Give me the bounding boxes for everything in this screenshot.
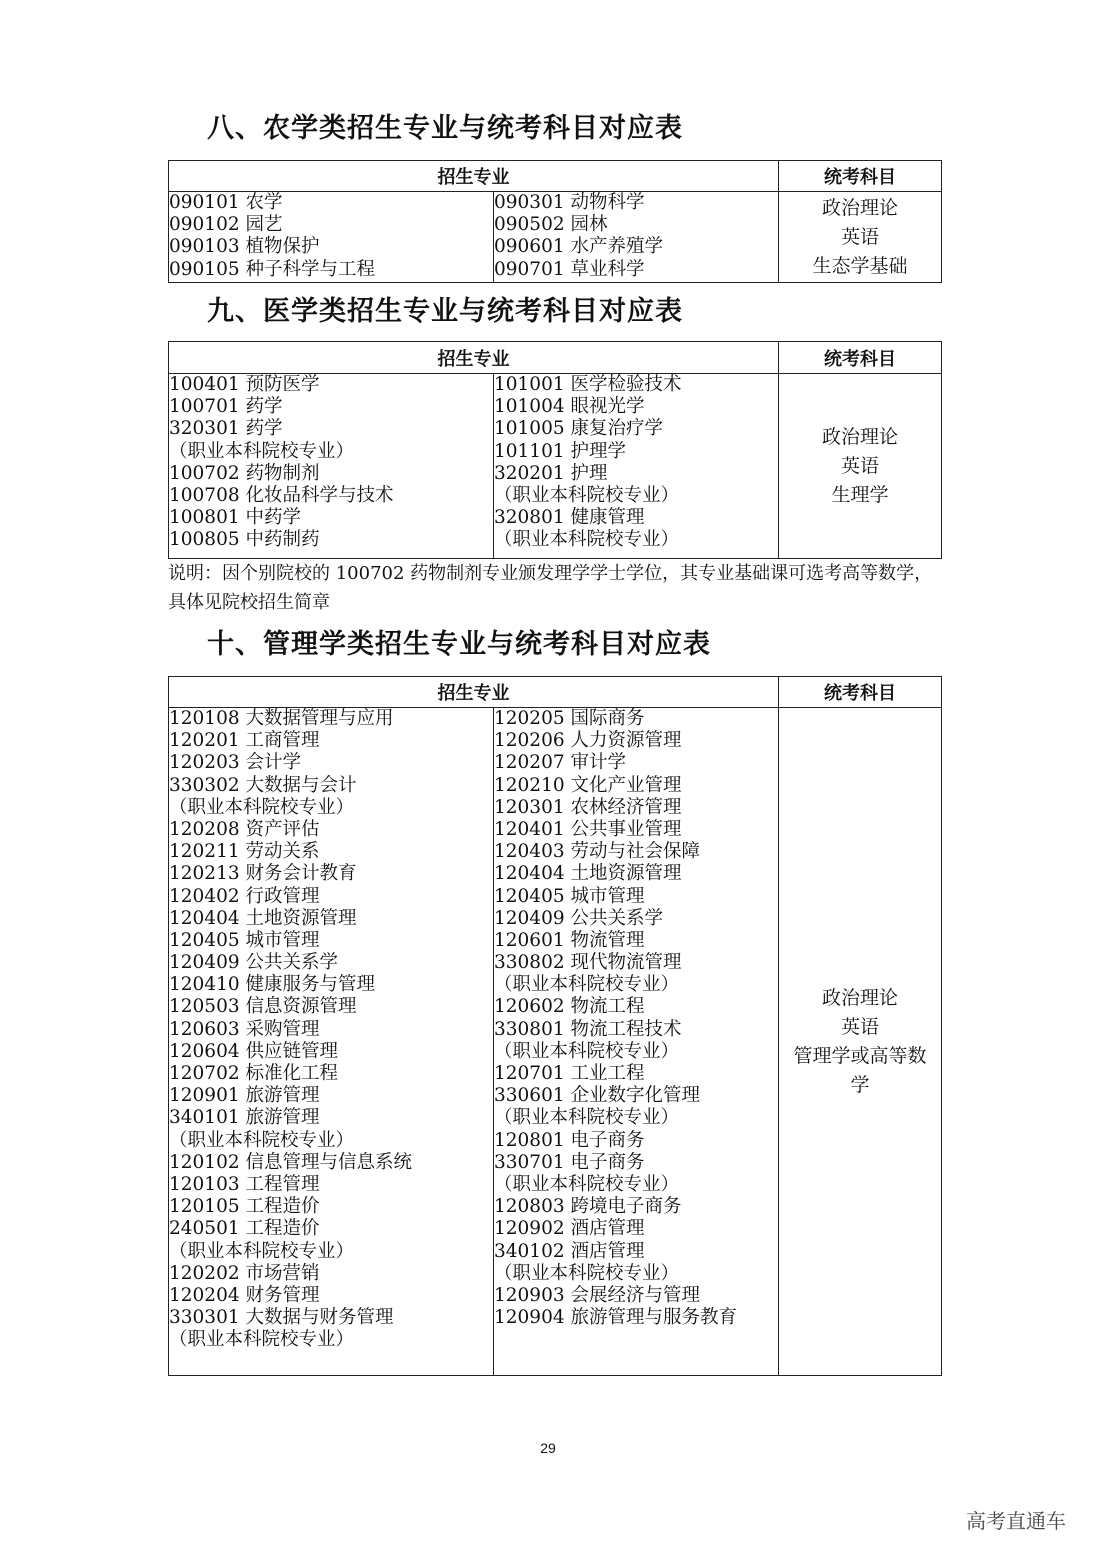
- major-item: 120211 劳动关系: [169, 841, 320, 863]
- major-item: （职业本科院校专业）: [169, 440, 355, 462]
- major-item: 090601 水产养殖学: [494, 236, 664, 258]
- major-item: （职业本科院校专业）: [494, 1173, 680, 1195]
- subject-list: [779, 374, 942, 559]
- major-item: 090105 种子科学与工程: [169, 258, 376, 280]
- major-item: 120402 行政管理: [169, 885, 320, 907]
- major-item: 120204 财务管理: [169, 1284, 320, 1306]
- major-list-right: [494, 708, 779, 1376]
- major-item: 120503 信息资源管理: [169, 996, 357, 1018]
- major-list-right: [494, 374, 779, 559]
- subject-list: [779, 708, 942, 1376]
- subject-item: 管理学或高等数: [793, 1044, 927, 1067]
- major-item: 120904 旅游管理与服务教育: [494, 1307, 738, 1329]
- major-item: 120205 国际商务: [494, 708, 645, 729]
- major-table: [168, 341, 942, 559]
- major-item: 340102 酒店管理: [494, 1240, 645, 1262]
- major-item: （职业本科院校专业）: [494, 1040, 680, 1062]
- major-item: 320301 药学: [169, 418, 283, 440]
- major-item: 120103 工程管理: [169, 1173, 320, 1195]
- header-major: 招生专业: [169, 342, 779, 374]
- major-item: 330301 大数据与财务管理: [169, 1307, 394, 1329]
- header-major: 招生专业: [169, 677, 779, 708]
- major-item: 330601 企业数字化管理: [494, 1085, 701, 1107]
- major-item: 120208 资产评估: [169, 818, 320, 840]
- major-item: 120702 标准化工程: [169, 1063, 339, 1084]
- major-item: 120602 物流工程: [494, 996, 645, 1018]
- major-item: 120701 工业工程: [494, 1063, 645, 1084]
- subject-item: 政治理论: [821, 986, 898, 1009]
- major-item: 120901 旅游管理: [169, 1085, 320, 1107]
- header-subject: 统考科目: [779, 161, 942, 192]
- major-item: 120210 文化产业管理: [494, 774, 682, 796]
- major-item: 101005 康复治疗学: [494, 418, 664, 440]
- major-item: 340101 旅游管理: [169, 1107, 320, 1129]
- major-item: 101101 护理学: [494, 440, 627, 462]
- major-item: 090103 植物保护: [169, 236, 320, 258]
- major-item: 120401 公共事业管理: [494, 818, 682, 840]
- major-item: 120803 跨境电子商务: [494, 1196, 682, 1218]
- header-subject: 统考科目: [779, 342, 942, 374]
- major-item: （职业本科院校专业）: [169, 1329, 355, 1351]
- major-item: 120108 大数据管理与应用: [169, 708, 394, 729]
- major-item: 120301 农林经济管理: [494, 796, 682, 818]
- major-item: 100401 预防医学: [169, 374, 320, 395]
- major-item: 101001 医学检验技术: [494, 374, 682, 395]
- major-item: 320801 健康管理: [494, 507, 645, 529]
- major-item: 120410 健康服务与管理: [169, 974, 376, 996]
- major-list-left: [169, 374, 494, 559]
- major-item: 320201 护理: [494, 462, 608, 484]
- major-item: 100702 药物制剂: [169, 462, 320, 484]
- major-item: 120405 城市管理: [169, 929, 320, 951]
- major-item: 120405 城市管理: [494, 885, 645, 907]
- major-item: 100805 中药制药: [169, 529, 320, 551]
- major-item: 120404 土地资源管理: [169, 907, 357, 929]
- major-item: 120213 财务会计教育: [169, 863, 357, 885]
- major-item: 101004 眼视光学: [494, 396, 645, 418]
- major-item: 100708 化妆品科学与技术: [169, 484, 394, 506]
- major-item: 120603 采购管理: [169, 1018, 320, 1040]
- major-item: 120403 劳动与社会保障: [494, 841, 701, 863]
- major-table: [168, 160, 942, 283]
- major-item: 120801 电子商务: [494, 1129, 645, 1151]
- major-item: （职业本科院校专业）: [169, 796, 355, 818]
- page-number: 29: [540, 1440, 556, 1456]
- major-item: 330802 现代物流管理: [494, 952, 682, 974]
- subject-list: [779, 192, 942, 283]
- subject-item: 政治理论: [821, 196, 898, 219]
- subject-item: 政治理论: [821, 425, 898, 448]
- section-title: 九、医学类招生专业与统考科目对应表: [207, 296, 683, 327]
- major-item: 120203 会计学: [169, 752, 302, 774]
- major-item: 120207 审计学: [494, 752, 627, 774]
- major-item: （职业本科院校专业）: [494, 974, 680, 996]
- major-item: 120903 会展经济与管理: [494, 1284, 701, 1306]
- major-item: 330801 物流工程技术: [494, 1018, 682, 1040]
- major-item: 330302 大数据与会计: [169, 774, 357, 796]
- major-item: 100701 药学: [169, 396, 283, 418]
- major-item: 120409 公共关系学: [494, 907, 664, 929]
- subject-item: 英语: [840, 1015, 879, 1038]
- major-item: 120604 供应链管理: [169, 1040, 339, 1062]
- major-item: 120202 市场营销: [169, 1262, 320, 1284]
- subject-item: 英语: [840, 454, 879, 477]
- major-item: 120102 信息管理与信息系统: [169, 1151, 413, 1173]
- section-title: 八、农学类招生专业与统考科目对应表: [207, 113, 683, 144]
- major-item: （职业本科院校专业）: [169, 1129, 355, 1151]
- major-item: 120902 酒店管理: [494, 1218, 645, 1240]
- major-item: 120105 工程造价: [169, 1196, 320, 1218]
- major-table: [168, 676, 942, 1376]
- major-item: 090301 动物科学: [494, 192, 645, 213]
- major-item: 120601 物流管理: [494, 929, 645, 951]
- subject-item: 英语: [840, 225, 879, 248]
- major-item: 120201 工商管理: [169, 730, 320, 752]
- major-item: 090502 园林: [494, 214, 608, 236]
- major-item: 090701 草业科学: [494, 258, 645, 280]
- major-item: （职业本科院校专业）: [494, 484, 680, 506]
- subject-item: 生态学基础: [812, 254, 908, 277]
- major-item: 240501 工程造价: [169, 1218, 320, 1240]
- major-item: 120404 土地资源管理: [494, 863, 682, 885]
- major-item: （职业本科院校专业）: [494, 1262, 680, 1284]
- major-item: （职业本科院校专业）: [494, 529, 680, 551]
- major-list-left: [169, 192, 494, 283]
- major-item: 090102 园艺: [169, 214, 283, 236]
- major-item: 120409 公共关系学: [169, 952, 339, 974]
- section-title: 十、管理学类招生专业与统考科目对应表: [207, 629, 711, 660]
- major-item: 330701 电子商务: [494, 1151, 645, 1173]
- major-item: 100801 中药学: [169, 507, 302, 529]
- major-list-right: [494, 192, 779, 283]
- subject-item: 生理学: [831, 483, 889, 506]
- major-item: （职业本科院校专业）: [494, 1107, 680, 1129]
- major-item: （职业本科院校专业）: [169, 1240, 355, 1262]
- major-list-left: [169, 708, 494, 1376]
- major-item: 120206 人力资源管理: [494, 730, 682, 752]
- subject-item: 学: [850, 1073, 870, 1096]
- watermark: 高考直通车: [966, 1509, 1066, 1533]
- header-subject: 统考科目: [779, 677, 942, 708]
- note-text: 说明：因个别院校的 100702 药物制剂专业颁发理学学士学位，其专业基础课可选考高等数学，具体见院校招生简章: [168, 563, 933, 613]
- major-item: 090101 农学: [169, 192, 283, 213]
- header-major: 招生专业: [169, 161, 779, 192]
